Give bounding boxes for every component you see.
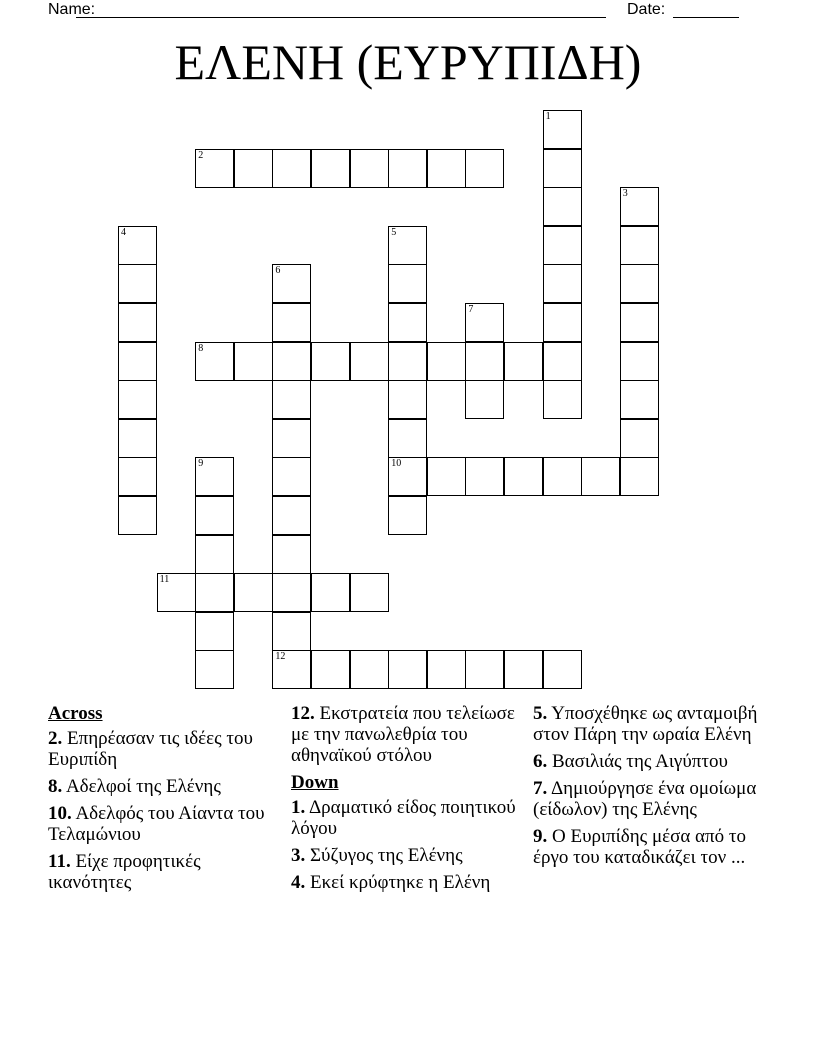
page-title: ΕΛΕΝΗ (ΕΥΡΥΠΙΔΗ) (174, 34, 642, 90)
name-label: Name: (48, 1, 96, 18)
grid-cell[interactable] (272, 535, 311, 574)
clue-text: Εκεί κρύφτηκε η Ελένη (310, 872, 491, 893)
clue-text: Ο Ευριπίδης μέσα από το έργο του καταδικάζει τον ... (533, 826, 746, 868)
grid-cell[interactable] (272, 419, 311, 458)
clue-number-label: 1 (545, 111, 551, 122)
clue-number: 11. (48, 851, 71, 872)
grid-cell[interactable] (543, 187, 582, 226)
clue-number: 7. (533, 778, 548, 799)
date-label: Date: (627, 1, 666, 18)
clue-text: Δραματικό είδος ποιητικού λόγου (291, 797, 516, 839)
clue-text: Αδελφός του Αίαντα του Τελαμώνιου (48, 803, 265, 845)
grid-cell[interactable] (272, 303, 311, 342)
clue-across-2 (48, 728, 278, 770)
clue-across-10 (48, 803, 278, 845)
grid-cell[interactable] (272, 264, 311, 303)
grid-cell[interactable] (311, 342, 350, 381)
grid-cell[interactable] (427, 650, 466, 689)
grid-cell[interactable] (272, 573, 311, 612)
clue-text: Αδελφοί της Ελένης (65, 776, 221, 797)
grid-cell[interactable] (620, 380, 659, 419)
grid-cell[interactable] (543, 149, 582, 188)
grid-cell[interactable] (620, 226, 659, 265)
grid-cell[interactable] (272, 612, 311, 651)
clue-text: Επηρέασαν τις ιδέες του Ευριπίδη (48, 728, 253, 770)
grid-cell[interactable] (388, 496, 427, 535)
grid-cell[interactable] (195, 612, 234, 651)
grid-cell[interactable] (272, 380, 311, 419)
grid-cell[interactable] (504, 342, 543, 381)
grid-cell[interactable] (620, 264, 659, 303)
grid-cell[interactable] (465, 342, 504, 381)
clue-number-label: 2 (198, 149, 204, 161)
grid-cell[interactable] (388, 303, 427, 342)
grid-cell[interactable] (388, 650, 427, 689)
grid-cell[interactable] (543, 650, 582, 689)
grid-cell[interactable] (272, 496, 311, 535)
clue-number: 9. (533, 826, 548, 847)
grid-cell[interactable] (388, 226, 427, 265)
grid-cell[interactable] (272, 342, 311, 381)
grid-cell[interactable] (195, 457, 234, 496)
clue-number-label: 9 (198, 458, 204, 470)
clue-number-label: 8 (198, 342, 204, 354)
clue-number: 12. (291, 703, 315, 724)
grid-cell[interactable] (465, 149, 504, 188)
grid-cell[interactable] (620, 419, 659, 458)
grid-cell[interactable] (195, 573, 234, 612)
grid-cell[interactable] (543, 110, 582, 149)
clue-down-7 (533, 778, 773, 820)
grid-cell[interactable] (465, 303, 504, 342)
grid-cell[interactable] (195, 650, 234, 689)
clue-text: Δημιούργησε ένα ομοίωμα (είδωλον) της Ελένης (533, 778, 757, 820)
grid-cell[interactable] (311, 650, 350, 689)
grid-cell[interactable] (504, 650, 543, 689)
clue-text: Βασιλιάς της Αιγύπτου (552, 751, 728, 772)
grid-cell[interactable] (504, 457, 543, 496)
clue-number-label: 6 (275, 265, 281, 277)
grid-cell[interactable] (311, 149, 350, 188)
clue-down-4 (291, 872, 521, 893)
clue-down-6 (533, 751, 773, 772)
grid-cell[interactable] (543, 226, 582, 265)
clue-down-3 (291, 845, 521, 866)
grid-cell[interactable] (118, 342, 157, 381)
clue-across-8 (48, 776, 278, 797)
grid-cell[interactable] (388, 149, 427, 188)
grid-cell[interactable] (388, 419, 427, 458)
clue-text: Σύζυγος της Ελένης (310, 845, 463, 866)
grid-cell[interactable] (465, 380, 504, 419)
grid-cell[interactable] (465, 650, 504, 689)
clue-number: 10. (48, 803, 72, 824)
grid-cell[interactable] (195, 496, 234, 535)
grid-cell[interactable] (272, 457, 311, 496)
clue-number: 8. (48, 776, 63, 797)
grid-cell[interactable] (234, 342, 273, 381)
grid-cell[interactable] (427, 149, 466, 188)
clue-down-5 (533, 703, 773, 745)
grid-cell[interactable] (311, 573, 350, 612)
clue-number-label: 5 (391, 226, 397, 238)
clue-number: 4. (291, 872, 306, 893)
clue-down-9 (533, 826, 773, 868)
grid-cell[interactable] (350, 149, 389, 188)
grid-cell[interactable] (388, 342, 427, 381)
clue-number-label: 7 (468, 304, 474, 315)
clue-number-label: 3 (622, 188, 628, 200)
grid-cell[interactable] (118, 419, 157, 458)
clues-column-3 (533, 703, 773, 874)
clue-number-label: 12 (275, 651, 286, 663)
grid-cell[interactable] (234, 573, 273, 612)
grid-cell[interactable] (350, 573, 389, 612)
grid-cell[interactable] (118, 303, 157, 342)
grid-cell[interactable] (620, 342, 659, 381)
grid-cell[interactable] (620, 303, 659, 342)
grid-cell[interactable] (118, 457, 157, 496)
grid-cell[interactable] (118, 496, 157, 535)
grid-cell[interactable] (350, 650, 389, 689)
clue-number: 1. (291, 797, 306, 818)
grid-cell[interactable] (465, 457, 504, 496)
grid-cell[interactable] (543, 380, 582, 419)
clue-text: Είχε προφητικές ικανότητες (48, 851, 201, 893)
grid-cell[interactable] (272, 650, 311, 689)
clue-number: 5. (533, 703, 548, 724)
clue-number: 3. (291, 845, 306, 866)
grid-cell[interactable] (350, 342, 389, 381)
grid-cell[interactable] (272, 149, 311, 188)
clues-column-2 (291, 703, 521, 899)
grid-cell[interactable] (118, 226, 157, 265)
grid-cell[interactable] (195, 342, 234, 381)
clue-number-label: 11 (159, 574, 170, 586)
clues-column-1 (48, 703, 278, 899)
clue-number: 6. (533, 751, 548, 772)
clue-text: Εκστρατεία που τελείωσε με την πανωλεθρία του αθηναϊκού στόλου (291, 703, 515, 766)
grid-cell[interactable] (620, 457, 659, 496)
clue-across-12 (291, 703, 521, 766)
grid-cell[interactable] (581, 457, 620, 496)
grid-cell[interactable] (118, 264, 157, 303)
grid-cell[interactable] (543, 457, 582, 496)
grid-cell[interactable] (234, 149, 273, 188)
grid-cell[interactable] (388, 457, 427, 496)
grid-cell[interactable] (620, 187, 659, 226)
down-heading: Down (291, 772, 339, 793)
clue-number: 2. (48, 728, 63, 749)
clue-across-11 (48, 851, 278, 893)
clue-text: Υποσχέθηκε ως ανταμοιβή στον Πάρη την ωραία Ελένη (533, 703, 758, 745)
grid-cell[interactable] (195, 149, 234, 188)
across-heading: Across (48, 703, 103, 724)
grid-cell[interactable] (427, 342, 466, 381)
grid-cell[interactable] (543, 342, 582, 381)
grid-cell[interactable] (388, 380, 427, 419)
grid-cell[interactable] (118, 380, 157, 419)
grid-cell[interactable] (543, 303, 582, 342)
clue-down-1 (291, 797, 521, 839)
grid-cell[interactable] (543, 264, 582, 303)
grid-cell[interactable] (157, 573, 196, 612)
grid-cell[interactable] (195, 535, 234, 574)
clue-number-label: 10 (391, 458, 402, 470)
clue-number-label: 4 (121, 226, 126, 238)
grid-cell[interactable] (388, 264, 427, 303)
grid-cell[interactable] (427, 457, 466, 496)
